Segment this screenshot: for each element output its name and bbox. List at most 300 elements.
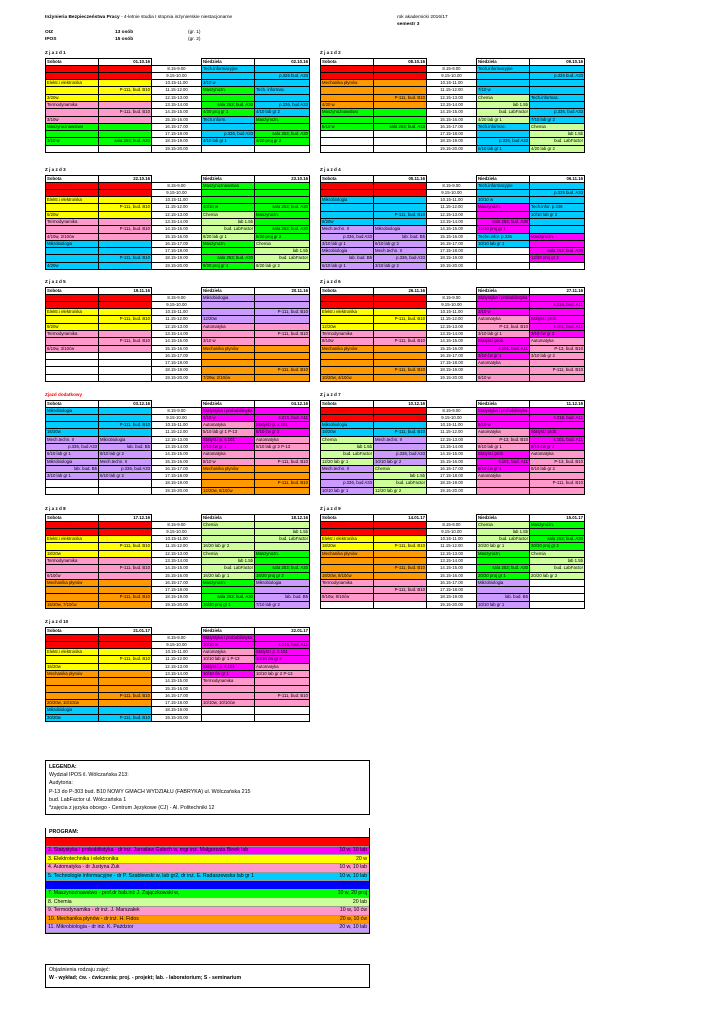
- class-cell: Termodynamika: [321, 579, 374, 586]
- class-cell: [99, 294, 152, 301]
- time-slot-row: [46, 414, 310, 421]
- class-cell: 4/10 lab gr 1: [202, 138, 255, 145]
- class-cell: P-13, bud. B10: [530, 458, 585, 465]
- time-slot-row: [321, 543, 585, 550]
- class-cell: sala 253; bud. A33: [99, 138, 152, 145]
- class-cell: [530, 473, 585, 480]
- time-cell: 9.15-10.00: [152, 528, 202, 535]
- time-slot-row: [46, 352, 310, 359]
- class-cell: [99, 323, 152, 330]
- class-cell: [46, 316, 99, 323]
- time-slot-row: [46, 294, 310, 301]
- class-cell: bud. LabFactor: [202, 565, 255, 572]
- class-cell: [202, 94, 255, 101]
- program-item-name: 2. Statystyka i probabilistyka - dr inż. Jarosław Gałoch w, mgr inż. Małgorzata Binek lab: [48, 847, 249, 854]
- class-cell: [99, 480, 152, 487]
- class-cell: P-13, bud. B10: [477, 436, 530, 443]
- class-cell: Tech.informac.: [477, 123, 530, 130]
- class-cell: 12/20w: [202, 316, 255, 323]
- group-count: 13 osób: [115, 30, 134, 35]
- time-cell: 9.15-10.00: [427, 72, 477, 79]
- day-saturday: Sobota: [46, 515, 99, 522]
- class-cell: bud. LabFactor: [477, 109, 530, 116]
- class-cell: [255, 543, 310, 550]
- class-cell: P-111, bud. B10: [99, 338, 152, 345]
- class-cell: Maszynozn.: [477, 204, 530, 211]
- session-table: [320, 58, 585, 153]
- day-saturday: Sobota: [46, 176, 99, 183]
- class-cell: Maszynoznawstwo: [202, 182, 255, 189]
- class-cell: Mechanika płynów: [202, 465, 255, 472]
- session-title: Z j a z d 6: [320, 279, 341, 284]
- class-cell: [530, 407, 585, 414]
- time-cell: 14.15-15.00: [427, 565, 477, 572]
- program-item-hours: 10 w, 10 lab: [339, 864, 367, 871]
- time-cell: 8.15-9.00: [427, 407, 477, 414]
- class-cell: [255, 678, 310, 685]
- time-slot-row: [46, 226, 310, 233]
- class-cell: bud. LabFactor: [374, 480, 427, 487]
- class-cell: CJO: [374, 189, 427, 196]
- class-cell: 3/10 lab gr 2: [374, 262, 427, 269]
- class-cell: lab. bud. B5: [321, 255, 374, 262]
- class-cell: [321, 87, 374, 94]
- class-cell: [202, 72, 255, 79]
- class-cell: s.216, bud. A11: [530, 301, 585, 308]
- class-cell: [255, 700, 310, 707]
- day-saturday: Sobota: [46, 401, 99, 408]
- time-cell: 17.15-18.00: [152, 248, 202, 255]
- date-saturday: 10.12.16: [374, 401, 427, 408]
- class-cell: lab. bud. B5: [46, 465, 99, 472]
- class-cell: 3/10w: [46, 116, 99, 123]
- time-cell: 14.15-15.00: [152, 565, 202, 572]
- class-cell: 5lc: [321, 301, 374, 308]
- class-cell: sala 253; bud. A30: [202, 594, 255, 601]
- class-cell: Automatyka: [477, 429, 530, 436]
- class-cell: [99, 678, 152, 685]
- time-cell: 14.15-15.00: [427, 451, 477, 458]
- class-cell: [374, 572, 427, 579]
- class-cell: P-111, bud. B10: [374, 211, 427, 218]
- class-cell: Automatyka: [477, 473, 530, 480]
- class-cell: [374, 101, 427, 108]
- class-cell: 8/10 lab gr 2: [99, 451, 152, 458]
- time-cell: 16.15-17.00: [152, 123, 202, 130]
- class-cell: [46, 204, 99, 211]
- class-cell: CJO: [99, 72, 152, 79]
- time-cell: 8.15-9.00: [152, 65, 202, 72]
- class-cell: p.336, bud A33: [374, 451, 427, 458]
- time-cell: 14.15-15.00: [152, 338, 202, 345]
- class-cell: [99, 707, 152, 714]
- class-cell: [374, 116, 427, 123]
- class-cell: JĘZYK OBCY: [321, 294, 374, 301]
- class-cell: [374, 521, 427, 528]
- class-cell: Termodynamika: [321, 330, 374, 337]
- time-slot-row: [46, 594, 310, 601]
- class-cell: [255, 145, 310, 152]
- class-cell: [477, 248, 530, 255]
- session-title: Z j a z d 9: [320, 506, 341, 511]
- class-cell: 5/10 lab gr 2 P-13: [255, 443, 310, 450]
- time-slot-row: [321, 182, 585, 189]
- day-sunday: Niedziela: [477, 59, 530, 66]
- class-cell: Mechanika płynów: [321, 550, 374, 557]
- time-slot-row: [46, 109, 310, 116]
- class-cell: [46, 352, 99, 359]
- class-cell: [46, 248, 99, 255]
- class-cell: Automatyka: [202, 451, 255, 458]
- class-cell: [99, 670, 152, 677]
- class-cell: [530, 309, 585, 316]
- class-cell: [374, 443, 427, 450]
- legend-line: Wydział IPOS il. Wólczańska 213:: [49, 772, 129, 779]
- class-cell: [46, 109, 99, 116]
- class-cell: [99, 218, 152, 225]
- date-saturday: 19.11.16: [99, 288, 152, 295]
- time-slot-row: [321, 109, 585, 116]
- class-cell: [530, 226, 585, 233]
- class-cell: 8/20 proj gr 1: [202, 262, 255, 269]
- class-cell: Termodynamika: [46, 101, 99, 108]
- class-cell: 10/10 lab gr 1 P-13: [202, 656, 255, 663]
- time-cell: 13.15-14.00: [427, 443, 477, 450]
- class-cell: 5lc: [321, 414, 374, 421]
- class-cell: JĘZYK OBCY: [46, 521, 99, 528]
- class-cell: Mikrobiologia: [477, 579, 530, 586]
- class-cell: lab. bud. B5: [477, 594, 530, 601]
- class-cell: [99, 131, 152, 138]
- class-cell: [46, 594, 99, 601]
- time-slot-row: [321, 211, 585, 218]
- time-slot-row: [321, 414, 585, 421]
- class-cell: [202, 528, 255, 535]
- class-cell: [374, 138, 427, 145]
- class-cell: 16/20 proj gr 2: [255, 572, 310, 579]
- class-cell: s.216, bud. A11: [255, 641, 310, 648]
- day-sunday: Niedziela: [477, 288, 530, 295]
- time-slot-row: [46, 248, 310, 255]
- class-cell: [99, 211, 152, 218]
- class-cell: [202, 189, 255, 196]
- class-cell: 3/10 ćw gr 2: [530, 330, 585, 337]
- time-slot-row: [46, 407, 310, 414]
- class-cell: 3/10 lab gr 1: [46, 473, 99, 480]
- class-cell: [99, 649, 152, 656]
- time-cell: 19.15-20.00: [427, 145, 477, 152]
- explanation-box: [45, 964, 370, 988]
- day-sunday: Niedziela: [477, 176, 530, 183]
- time-cell: 19.15-20.00: [152, 487, 202, 494]
- time-slot-row: [46, 528, 310, 535]
- class-cell: P-111, bud. B10: [374, 565, 427, 572]
- session-title: Z j a z d 3: [45, 167, 66, 172]
- time-slot-row: [321, 255, 585, 262]
- time-cell: 19.15-20.00: [152, 714, 202, 721]
- time-cell: 10.15-11.00: [427, 422, 477, 429]
- class-cell: [255, 634, 310, 641]
- class-cell: [477, 262, 530, 269]
- time-slot-row: [321, 309, 585, 316]
- class-cell: 6/10ćw: [46, 572, 99, 579]
- time-slot-row: [46, 182, 310, 189]
- class-cell: CJO: [99, 301, 152, 308]
- time-slot-row: [46, 189, 310, 196]
- time-cell: 18.15-19.00: [152, 480, 202, 487]
- program-item-name: 8. Chemia: [48, 898, 72, 905]
- class-cell: [46, 565, 99, 572]
- class-cell: sala 253; bud. A30: [255, 204, 310, 211]
- program-item-name: 1. Język obcy - mgr ...: [48, 838, 99, 845]
- class-cell: Statyst.i prob.: [477, 338, 530, 345]
- time-cell: 16.15-17.00: [427, 465, 477, 472]
- time-slot-row: [321, 422, 585, 429]
- day-sunday: Niedziela: [202, 628, 255, 635]
- program-item: [46, 907, 369, 916]
- time-cell: 13.15-14.00: [152, 443, 202, 450]
- class-cell: P-111, bud. B10: [255, 458, 310, 465]
- class-cell: [530, 294, 585, 301]
- day-sunday: Niedziela: [202, 59, 255, 66]
- class-cell: [255, 557, 310, 564]
- class-cell: sala 253; bud. A30: [202, 101, 255, 108]
- class-cell: Automatyka: [477, 360, 530, 367]
- time-cell: 12.15-13.00: [427, 211, 477, 218]
- class-cell: [321, 360, 374, 367]
- class-cell: [530, 218, 585, 225]
- class-cell: JĘZYK OBCY: [46, 634, 99, 641]
- class-cell: P-111, bud. B10: [99, 714, 152, 721]
- class-cell: [202, 692, 255, 699]
- class-cell: [46, 87, 99, 94]
- time-cell: 18.15-19.00: [427, 138, 477, 145]
- class-cell: 10/10 lab gr 1: [321, 487, 374, 494]
- class-cell: [202, 707, 255, 714]
- class-cell: 3/10 ćw gr 1: [477, 352, 530, 359]
- time-slot-row: [321, 601, 585, 608]
- time-slot-row: [321, 72, 585, 79]
- class-cell: 6/10 w: [477, 374, 530, 381]
- class-cell: Maszynozn.: [530, 521, 585, 528]
- class-cell: [255, 294, 310, 301]
- date-saturday: 21.01.17: [99, 628, 152, 635]
- time-slot-row: [46, 521, 310, 528]
- time-slot-row: [46, 211, 310, 218]
- time-cell: 13.15-14.00: [152, 101, 202, 108]
- class-cell: p.336, bud A33: [99, 465, 152, 472]
- class-cell: Mech.techn. II: [321, 465, 374, 472]
- class-cell: sala 253; bud. A30: [255, 226, 310, 233]
- class-cell: 4/20 w: [321, 101, 374, 108]
- time-cell: 12.15-13.00: [152, 211, 202, 218]
- time-cell: 10.15-11.00: [152, 197, 202, 204]
- class-cell: [99, 579, 152, 586]
- class-cell: Chemia: [202, 211, 255, 218]
- class-cell: JĘZYK OBCY: [321, 521, 374, 528]
- class-cell: P-111, bud. B10: [374, 367, 427, 374]
- class-cell: [99, 262, 152, 269]
- class-cell: Mikrobiologia: [46, 458, 99, 465]
- class-cell: 10/10 lab gr 2: [530, 211, 585, 218]
- time-slot-row: [321, 407, 585, 414]
- class-cell: lab 1.5b: [202, 218, 255, 225]
- class-cell: 7/10 lab gr 2: [255, 601, 310, 608]
- class-cell: Automatyka: [202, 649, 255, 656]
- class-cell: 12/20 lab gr 1: [321, 458, 374, 465]
- class-cell: 18/20w, 8/10ćw: [321, 572, 374, 579]
- day-saturday: Sobota: [46, 628, 99, 635]
- class-cell: [99, 407, 152, 414]
- time-slot-row: [321, 360, 585, 367]
- class-cell: Maszynoznawstwo: [321, 109, 374, 116]
- time-cell: 9.15-10.00: [152, 301, 202, 308]
- class-cell: P-111, bud. B10: [374, 543, 427, 550]
- class-cell: 9/20w: [46, 323, 99, 330]
- time-cell: 9.15-10.00: [427, 189, 477, 196]
- time-slot-row: [46, 87, 310, 94]
- day-sunday: Niedziela: [477, 515, 530, 522]
- time-slot-row: [321, 294, 585, 301]
- time-slot-row: [46, 197, 310, 204]
- class-cell: p.336, bud A33: [202, 131, 255, 138]
- class-cell: bud. LabFactor: [530, 138, 585, 145]
- class-cell: [255, 345, 310, 352]
- time-slot-row: [321, 528, 585, 535]
- class-cell: 3/20w: [46, 94, 99, 101]
- class-cell: 5lc: [46, 641, 99, 648]
- class-cell: [530, 197, 585, 204]
- class-cell: 10/10 ćw gr 2: [255, 656, 310, 663]
- class-cell: P-111, bud. B10: [374, 94, 427, 101]
- class-cell: Elektr.i elektronika: [46, 536, 99, 543]
- class-cell: 8/10 ćw gr 2: [530, 443, 585, 450]
- class-cell: [477, 301, 530, 308]
- class-cell: p.336, bud A33: [530, 109, 585, 116]
- program-item: [46, 924, 369, 933]
- time-cell: 8.15-9.00: [427, 65, 477, 72]
- class-cell: [46, 145, 99, 152]
- date-sunday: 04.12.16: [255, 401, 310, 408]
- time-slot-row: [46, 145, 310, 152]
- time-slot-row: [46, 218, 310, 225]
- class-cell: Tech.infor. p.336: [530, 204, 585, 211]
- time-cell: 17.15-18.00: [152, 131, 202, 138]
- class-cell: [530, 601, 585, 608]
- time-slot-row: [321, 579, 585, 586]
- time-slot-row: [321, 352, 585, 359]
- class-cell: 20/20 proj gr 1: [477, 572, 530, 579]
- time-slot-row: [46, 641, 310, 648]
- program-item-name: 10. Mechanika płynów - dr inż. H. Fidos: [48, 915, 139, 922]
- time-slot-row: [46, 262, 310, 269]
- class-cell: [99, 360, 152, 367]
- class-cell: [202, 123, 255, 130]
- program-item-name: 9. Termodynamika - dr inż. J. Marszałek: [48, 907, 140, 914]
- class-cell: [99, 634, 152, 641]
- class-cell: 20/20 lab gr 2: [530, 572, 585, 579]
- class-cell: 8/20w: [321, 218, 374, 225]
- time-cell: 11.15-12.00: [152, 204, 202, 211]
- time-cell: 8.15-9.00: [427, 182, 477, 189]
- time-cell: 9.15-10.00: [427, 414, 477, 421]
- class-cell: JĘZYK OBCY: [46, 65, 99, 72]
- class-cell: [202, 145, 255, 152]
- date-sunday: 27.11.16: [530, 288, 585, 295]
- class-cell: [477, 255, 530, 262]
- time-cell: 17.15-18.00: [427, 473, 477, 480]
- class-cell: [99, 414, 152, 421]
- class-cell: JĘZYK OBCY: [46, 294, 99, 301]
- class-cell: Automatyka: [530, 451, 585, 458]
- class-cell: [99, 123, 152, 130]
- class-cell: Elektr.i elektronika: [46, 309, 99, 316]
- class-cell: p.325 bud. A33: [530, 72, 585, 79]
- time-slot-row: [321, 487, 585, 494]
- class-cell: 4/20 lab gr 1: [477, 116, 530, 123]
- class-cell: [477, 189, 530, 196]
- time-slot-row: [321, 316, 585, 323]
- class-cell: Automatyka: [477, 316, 530, 323]
- class-cell: [46, 374, 99, 381]
- time-cell: 13.15-14.00: [152, 218, 202, 225]
- class-cell: [374, 536, 427, 543]
- class-cell: Mech.techn. II: [99, 458, 152, 465]
- time-cell: 12.15-13.00: [427, 323, 477, 330]
- class-cell: [374, 360, 427, 367]
- class-cell: [46, 587, 99, 594]
- class-cell: [530, 374, 585, 381]
- class-cell: [321, 138, 374, 145]
- class-cell: 12/20 proj gr 1: [477, 226, 530, 233]
- class-cell: P-111, bud. B10: [374, 587, 427, 594]
- time-slot-row: [321, 429, 585, 436]
- class-cell: 10/10 w: [477, 197, 530, 204]
- time-cell: 11.15-12.00: [427, 543, 477, 550]
- program-item: [46, 916, 369, 925]
- class-cell: p.325 bud. A33: [255, 72, 310, 79]
- time-slot-row: [321, 436, 585, 443]
- class-cell: p.336, bud A33: [321, 233, 374, 240]
- time-slot-row: [321, 240, 585, 247]
- class-cell: 6/10 w: [321, 123, 374, 130]
- class-cell: 3/10 w: [477, 309, 530, 316]
- time-slot-row: [46, 601, 310, 608]
- session-title: Z j a z d 7: [320, 392, 341, 397]
- time-slot-row: [46, 565, 310, 572]
- class-cell: CJO: [374, 301, 427, 308]
- class-cell: 16/20 lab gr 2: [202, 543, 255, 550]
- class-cell: [202, 330, 255, 337]
- class-cell: 4/10w, 2/10ćw: [46, 233, 99, 240]
- time-cell: 11.15-12.00: [427, 429, 477, 436]
- class-cell: lab 1.5b: [255, 528, 310, 535]
- class-cell: [99, 550, 152, 557]
- class-cell: P-13, bud. B10: [530, 345, 585, 352]
- class-cell: 7/20w, 2/10ćw: [202, 374, 255, 381]
- class-cell: P-111, bud. B10: [99, 543, 152, 550]
- time-slot-row: [321, 218, 585, 225]
- time-slot-row: [321, 87, 585, 94]
- time-slot-row: [46, 316, 310, 323]
- time-cell: 13.15-14.00: [152, 330, 202, 337]
- class-cell: [255, 94, 310, 101]
- class-cell: p.336, bud A33: [374, 255, 427, 262]
- class-cell: 5lc: [46, 72, 99, 79]
- class-cell: 20/20w: [46, 714, 99, 721]
- class-cell: sala 253; bud. A30: [255, 131, 310, 138]
- class-cell: [202, 367, 255, 374]
